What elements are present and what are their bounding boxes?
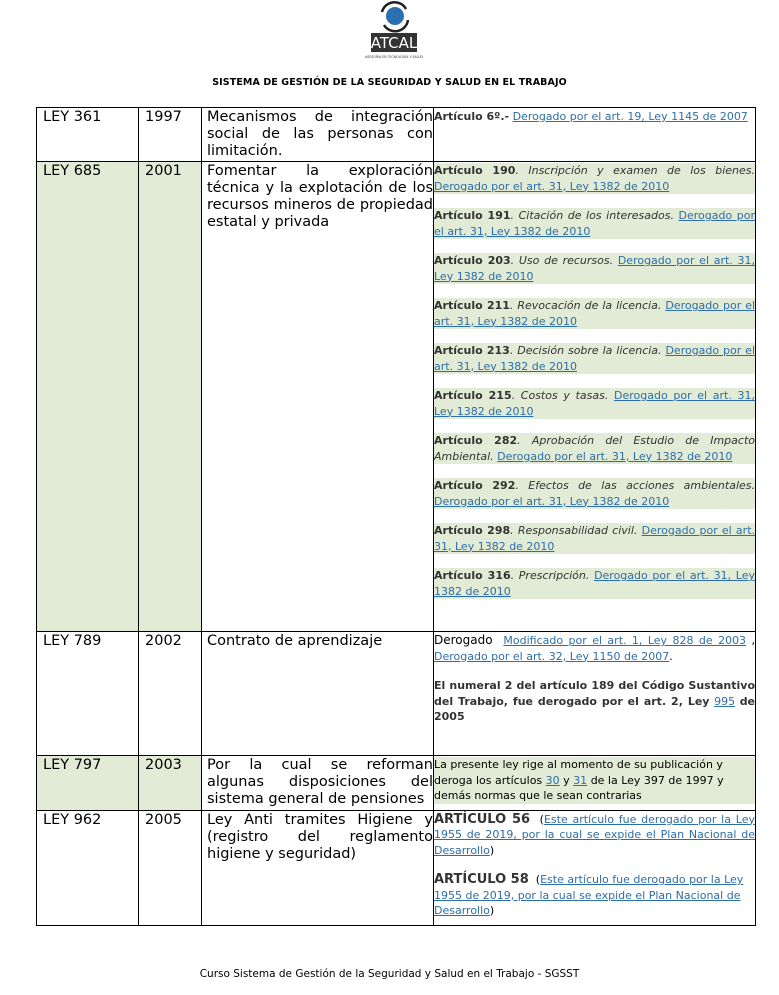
- year-cell: 1997: [139, 108, 202, 162]
- article-title: . Decisión sobre la licencia.: [509, 344, 662, 357]
- article-link[interactable]: Derogado por el art. 31, Ley 1382 de 2010: [497, 449, 733, 463]
- numeral-year: de 2005: [434, 694, 756, 723]
- article-title: . Citación de los interesados.: [510, 209, 674, 222]
- article-link[interactable]: Derogado por el art. 31, Ley 1382 de 2010: [434, 299, 756, 328]
- article-link[interactable]: Derogado por el art. 31, Ley 1382 de 2010: [434, 494, 670, 508]
- article-title: . Efectos de las acciones ambientales.: [515, 479, 756, 492]
- article-link[interactable]: Derogado por el art. 31, Ley 1382 de 2010: [434, 179, 670, 193]
- article-58-link[interactable]: Este artículo fue derogado por la Ley 1955 de 2019, por la cual se expide el Plan Nacional de Desarrollo: [434, 873, 744, 917]
- paren-open: (: [539, 812, 544, 826]
- desc-cell: Ley Anti tramites Higiene y (registro del reglamento higiene y seguridad): [202, 810, 434, 925]
- derogado-text: Derogado: [434, 633, 493, 647]
- paren-close: ): [489, 843, 495, 857]
- page-title: SISTEMA DE GESTIÓN DE LA SEGURIDAD Y SALUD EN EL TRABAJO: [212, 77, 567, 88]
- articles-cell: [434, 632, 756, 756]
- article-number: ARTÍCULO 56: [434, 811, 531, 827]
- article-56-link[interactable]: Este artículo fue derogado por la Ley 1955 de 2019, por la cual se expide el Plan Nacional de Desarrollo: [434, 812, 755, 857]
- desc-cell: Por la cual se reforman algunas disposiciones del sistema general de pensiones: [202, 756, 434, 811]
- article-number: Artículo 213: [434, 344, 510, 357]
- ley-995-link[interactable]: 995: [714, 694, 736, 708]
- numeral-text: El numeral 2 del artículo 189 del Código Sustantivo del Trabajo, fue derogado por el art. 2, Ley: [434, 679, 755, 708]
- article-number: Artículo 298: [434, 524, 511, 537]
- articles-cell: [434, 162, 756, 632]
- period: .: [669, 649, 673, 663]
- year-cell: 2001: [139, 162, 202, 632]
- desc-cell: Fomentar la exploración técnica y la explotación de los recursos mineros de propiedad estatal y privada: [202, 162, 434, 632]
- article-title: . Inscripción y examen de los bienes.: [515, 164, 755, 177]
- article-number: Artículo 203: [434, 254, 511, 267]
- separator: ,: [746, 634, 755, 647]
- article-number: Artículo 211: [434, 299, 510, 312]
- ley-cell: LEY 797: [37, 756, 139, 811]
- table-row: [37, 756, 756, 811]
- ley-cell: LEY 361: [37, 108, 139, 162]
- ley-cell: LEY 789: [37, 632, 139, 756]
- page-footer: Curso Sistema de Gestión de la Seguridad y Salud en el Trabajo - SGSST: [199, 968, 580, 980]
- article-number: Artículo 215: [434, 389, 512, 402]
- article-link[interactable]: Derogado por el art. 31, Ley 1382 de 2010: [434, 389, 756, 418]
- article-title: . Costos y tasas.: [511, 389, 609, 402]
- article-number: Artículo 190: [434, 164, 516, 177]
- ley-797-text: La presente ley rige al momento de su publicación y deroga los artículos: [434, 758, 723, 787]
- year-cell: 2005: [139, 810, 202, 925]
- article-title: . Uso de recursos.: [510, 254, 614, 267]
- article-number: Artículo 191: [434, 209, 511, 222]
- article-title: . Aprobación del Estudio de Impacto Ambiental.: [434, 434, 755, 463]
- article-title: . Prescripción.: [510, 569, 590, 582]
- articulo-30-link[interactable]: 30: [545, 773, 560, 787]
- table-row: [37, 108, 756, 162]
- law-table: [36, 107, 756, 926]
- year-cell: 2003: [139, 756, 202, 811]
- article-number: Artículo 316: [434, 569, 511, 582]
- modificado-link[interactable]: Modificado por el art. 1, Ley 828 de 2003: [503, 634, 747, 647]
- article-link[interactable]: Derogado por el art. 31, Ley 1382 de 2010: [434, 254, 756, 283]
- atcal-logo: [365, 2, 423, 64]
- table-row: [37, 162, 756, 632]
- derogado-link[interactable]: Derogado por el art. 32, Ley 1150 de 2007: [434, 649, 670, 663]
- ley-cell: LEY 962: [37, 810, 139, 925]
- articles-cell: [434, 108, 756, 162]
- desc-cell: Mecanismos de integración social de las personas con limitación.: [202, 108, 434, 162]
- article-title: . Responsabilidad civil.: [510, 524, 638, 537]
- article-number: Artículo 292: [434, 479, 516, 492]
- ley-797-text-end: de la Ley 397 de 1997 y demás normas que le sean contrarias: [434, 773, 724, 802]
- logo-text: ATCAL: [370, 34, 418, 52]
- articles-cell: [434, 810, 756, 925]
- paren-close: ): [489, 904, 495, 917]
- article-link[interactable]: Derogado por el art. 31, Ley 1382 de 2010: [434, 209, 756, 238]
- year-cell: 2002: [139, 632, 202, 756]
- article-link[interactable]: Derogado por el art. 31, Ley 1382 de 2010: [434, 344, 755, 373]
- paren-open: (: [535, 873, 541, 886]
- article-number: Artículo 6º.-: [434, 110, 510, 123]
- ley-cell: LEY 685: [37, 162, 139, 632]
- article-link[interactable]: Derogado por el art. 19, Ley 1145 de 2007: [512, 110, 748, 123]
- articulo-31-link[interactable]: 31: [573, 773, 588, 787]
- logo-subtitle: ASESORÍA EN TECNOLOGÍA Y SALUD: [365, 55, 423, 59]
- table-row: [37, 632, 756, 756]
- article-title: . Revocación de la licencia.: [509, 299, 662, 312]
- articles-cell: [434, 756, 756, 811]
- table-row: [37, 810, 756, 925]
- article-link[interactable]: Derogado por el art. 31, Ley 1382 de 2010: [434, 569, 755, 598]
- article-number: ARTÍCULO 58: [434, 872, 529, 887]
- desc-cell: Contrato de aprendizaje: [202, 632, 434, 756]
- article-link[interactable]: Derogado por el art. 31, Ley 1382 de 2010: [434, 524, 756, 553]
- article-number: Artículo 282: [434, 434, 518, 447]
- conjunction: y: [563, 773, 570, 787]
